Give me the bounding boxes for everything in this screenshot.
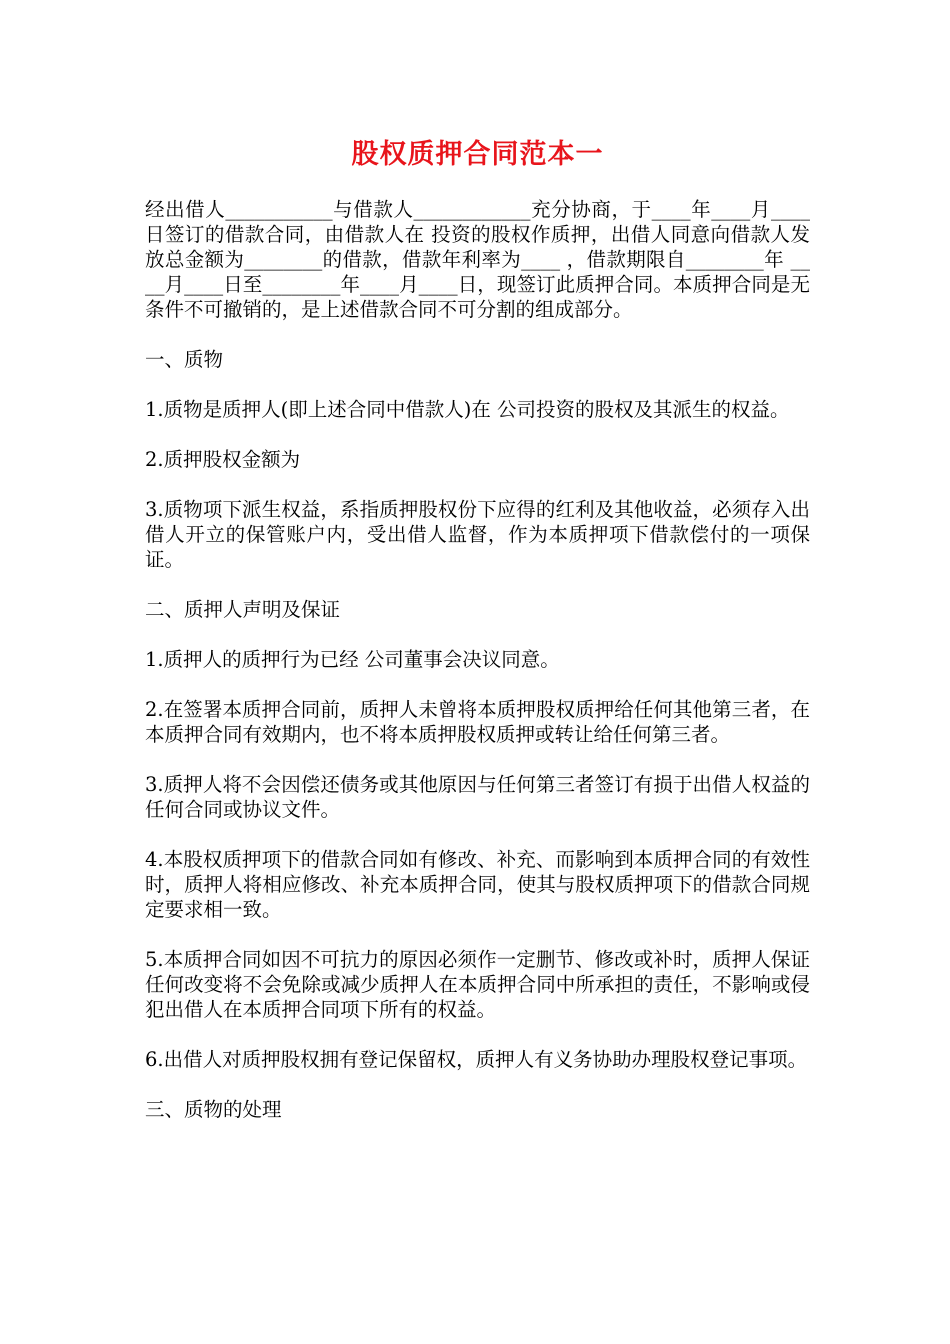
clause-1-2: 2.质押股权金额为 [145,448,301,471]
clause-2-4: 4.本股权质押项下的借款合同如有修改、补充、而影响到本质押合同的有效性时，质押人将相应修改、补充本质押合同，使其与股权质押项下的借款合同规定要求相一致。 [145,848,810,921]
paragraph-intro: 经出借人___________与借款人____________充分协商，于____年____月____日签订的借款合同，由借款人在 投资的股权作质押，出借人同意向借款人发放总金额为________的借款，借款年利率为____ ，借款期限自________年 ____月____日至________年____月____日，现签订此质押合同。本质押合同是无条件不可撤销的，是上述借款合同不可分割的组成部分。 [145,198,810,321]
clause-2-2: 2.在签署本质押合同前，质押人未曾将本质押股权质押给任何其他第三者，在本质押合同有效期内，也不将本质押股权质押或转让给任何第三者。 [145,698,810,746]
clause-2-6: 6.出借人对质押股权拥有登记保留权，质押人有义务协助办理股权登记事项。 [145,1048,808,1071]
clause-2-1: 1.质押人的质押行为已经 公司董事会决议同意。 [145,648,560,671]
section-heading-1: 一、质物 [145,348,224,371]
clause-2-3: 3.质押人将不会因偿还债务或其他原因与任何第三者签订有损于出借人权益的任何合同或协议文件。 [145,773,810,821]
document-title: 股权质押合同范本一 [351,139,604,170]
document-body [145,197,810,1147]
section-heading-2: 二、质押人声明及保证 [145,598,341,621]
clause-1-1: 1.质物是质押人(即上述合同中借款人)在 公司投资的股权及其派生的权益。 [145,398,790,421]
clause-1-3: 3.质物项下派生权益，系指质押股权份下应得的红利及其他收益，必须存入出借人开立的保管账户内，受出借人监督，作为本质押项下借款偿付的一项保证。 [145,498,810,571]
clause-2-5: 5.本质押合同如因不可抗力的原因必须作一定删节、修改或补时，质押人保证任何改变将不会免除或减少质押人在本质押合同中所承担的责任，不影响或侵犯出借人在本质押合同项下所有的权益。 [145,948,810,1021]
section-heading-3: 三、质物的处理 [145,1098,282,1121]
